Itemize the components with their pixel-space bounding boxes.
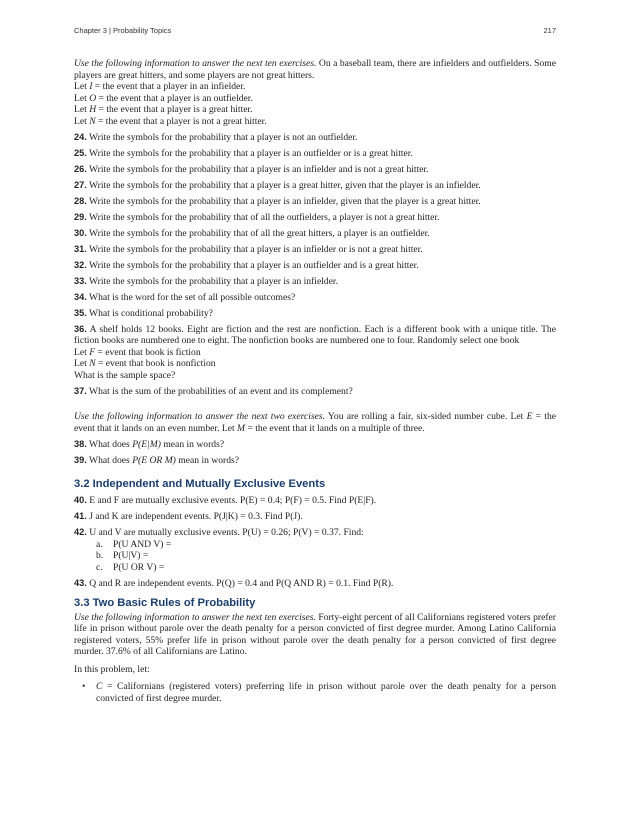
exercise-35: 35. What is conditional probability? bbox=[74, 307, 213, 319]
exercise-33: 33. Write the symbols for the probability that a player is an infielder. bbox=[74, 275, 338, 287]
exercise-24: 24. Write the symbols for the probability that a player is not an outfielder. bbox=[74, 131, 358, 143]
def-line: Let I = the event that a player in an infielder. bbox=[74, 81, 246, 92]
exercise-40: 40. E and F are mutually exclusive events. P(E) = 0.4; P(F) = 0.5. Find P(E|F). bbox=[74, 495, 377, 506]
section-heading-3-2: 3.2 Independent and Mutually Exclusive Events bbox=[74, 478, 326, 490]
exercise-25: 25. Write the symbols for the probability that a player is an outfielder or is a great hitter. bbox=[74, 147, 413, 159]
exercise-39: 39. What does P(E OR M) mean in words? bbox=[74, 454, 240, 466]
exercise-37: 37. What is the sum of the probabilities of an event and its complement? bbox=[74, 385, 353, 397]
exercise-28: 28. Write the symbols for the probability that a player is an infielder, given that the player is a great hitter. bbox=[74, 195, 481, 207]
section-heading-3-3: 3.3 Two Basic Rules of Probability bbox=[74, 597, 256, 609]
exercise-31: 31. Write the symbols for the probability that a player is an infielder or is not a great hitter. bbox=[74, 243, 423, 255]
exercise-42-part-c: c. P(U OR V) = bbox=[96, 561, 165, 573]
chapter-title: Chapter 3 | Probability Topics bbox=[74, 26, 172, 35]
exercise-30: 30. Write the symbols for the probability that of all the great hitters, a player is an outfielder. bbox=[74, 227, 430, 239]
exercise-42: 42. U and V are mutually exclusive events. P(U) = 0.26; P(V) = 0.37. Find: a. P(U AND V) = b. P(U|V) = c. P(U OR V) = bbox=[74, 527, 556, 573]
exercise-42-part-b: b. P(U|V) = bbox=[96, 550, 149, 561]
let-line: In this problem, let: bbox=[74, 663, 150, 675]
exercise-43: 43. Q and R are independent events. P(Q) = 0.4 and P(Q AND R) = 0.1. Find P(R). bbox=[74, 577, 394, 589]
exercise-41: 41. J and K are independent events. P(J|K) = 0.3. Find P(J). bbox=[74, 511, 303, 522]
exercise-42-part-a: a. P(U AND V) = bbox=[96, 538, 172, 550]
intro-number-cube: Use the following information to answer the next two exercises. You are rolling a fair, six-sided number cube. Let E = the event that it lands on an even number. Let M = the event that it lands on a multiple of three. bbox=[74, 411, 556, 434]
page-number: 217 bbox=[543, 26, 556, 35]
def-line: Let O = the event that a player is an outfielder. bbox=[74, 92, 253, 104]
exercise-26: 26. Write the symbols for the probability that a player is an infielder and is not a great hitter. bbox=[74, 163, 429, 175]
exercise-38: 38. What does P(E|M) mean in words? bbox=[74, 438, 225, 450]
intro-california: Use the following information to answer the next ten exercises. Forty-eight percent of all Californians registered voters prefer life in prison without parole over the death penalty for a person convicted of first degree murder. Among Latino California registered voters, 55% prefer life in prison without parole over the death penalty for a person convicted of first degree murder. 37.6% of all Californians are Latino. bbox=[74, 611, 556, 657]
def-line: Let H = the event that a player is a great hitter. bbox=[74, 104, 253, 115]
exercise-29: 29. Write the symbols for the probability that of all the outfielders, a player is not a great hitter. bbox=[74, 211, 440, 223]
page-content bbox=[74, 58, 556, 704]
page-header bbox=[74, 26, 556, 38]
intro-text: On a baseball team, there are infielders and outfielders. Some players are great hitters, and some players are not great hitters. bbox=[74, 58, 556, 81]
event-definitions bbox=[74, 81, 556, 127]
exercise-27: 27. Write the symbols for the probability that a player is a great hitter, given that the player is an infielder. bbox=[74, 179, 481, 191]
bullet-definition-c: • C = Californians (registered voters) preferring life in prison without parole over the death penalty for a person convicted of first degree murder. bbox=[82, 681, 556, 704]
bullet-icon: • bbox=[82, 681, 86, 692]
exercise-34: 34. What is the word for the set of all possible outcomes? bbox=[74, 291, 296, 303]
def-line: Let N = the event that a player is not a great hitter. bbox=[74, 115, 267, 127]
exercise-32: 32. Write the symbols for the probability that a player is an outfielder and is a great hitter. bbox=[74, 259, 419, 271]
intro-baseball bbox=[74, 58, 556, 81]
intro-italic: Use the following information to answer the next ten exercises. bbox=[74, 58, 317, 69]
exercise-36: 36. A shelf holds 12 books. Eight are fiction and the rest are nonfiction. Each is a different book with a unique title. The fiction books are numbered one to eight. The nonfiction books are numbered one to four. Randomly select one book Let F = event that book is fiction Let N = event that book is nonfiction What is the sample space? bbox=[74, 323, 556, 381]
